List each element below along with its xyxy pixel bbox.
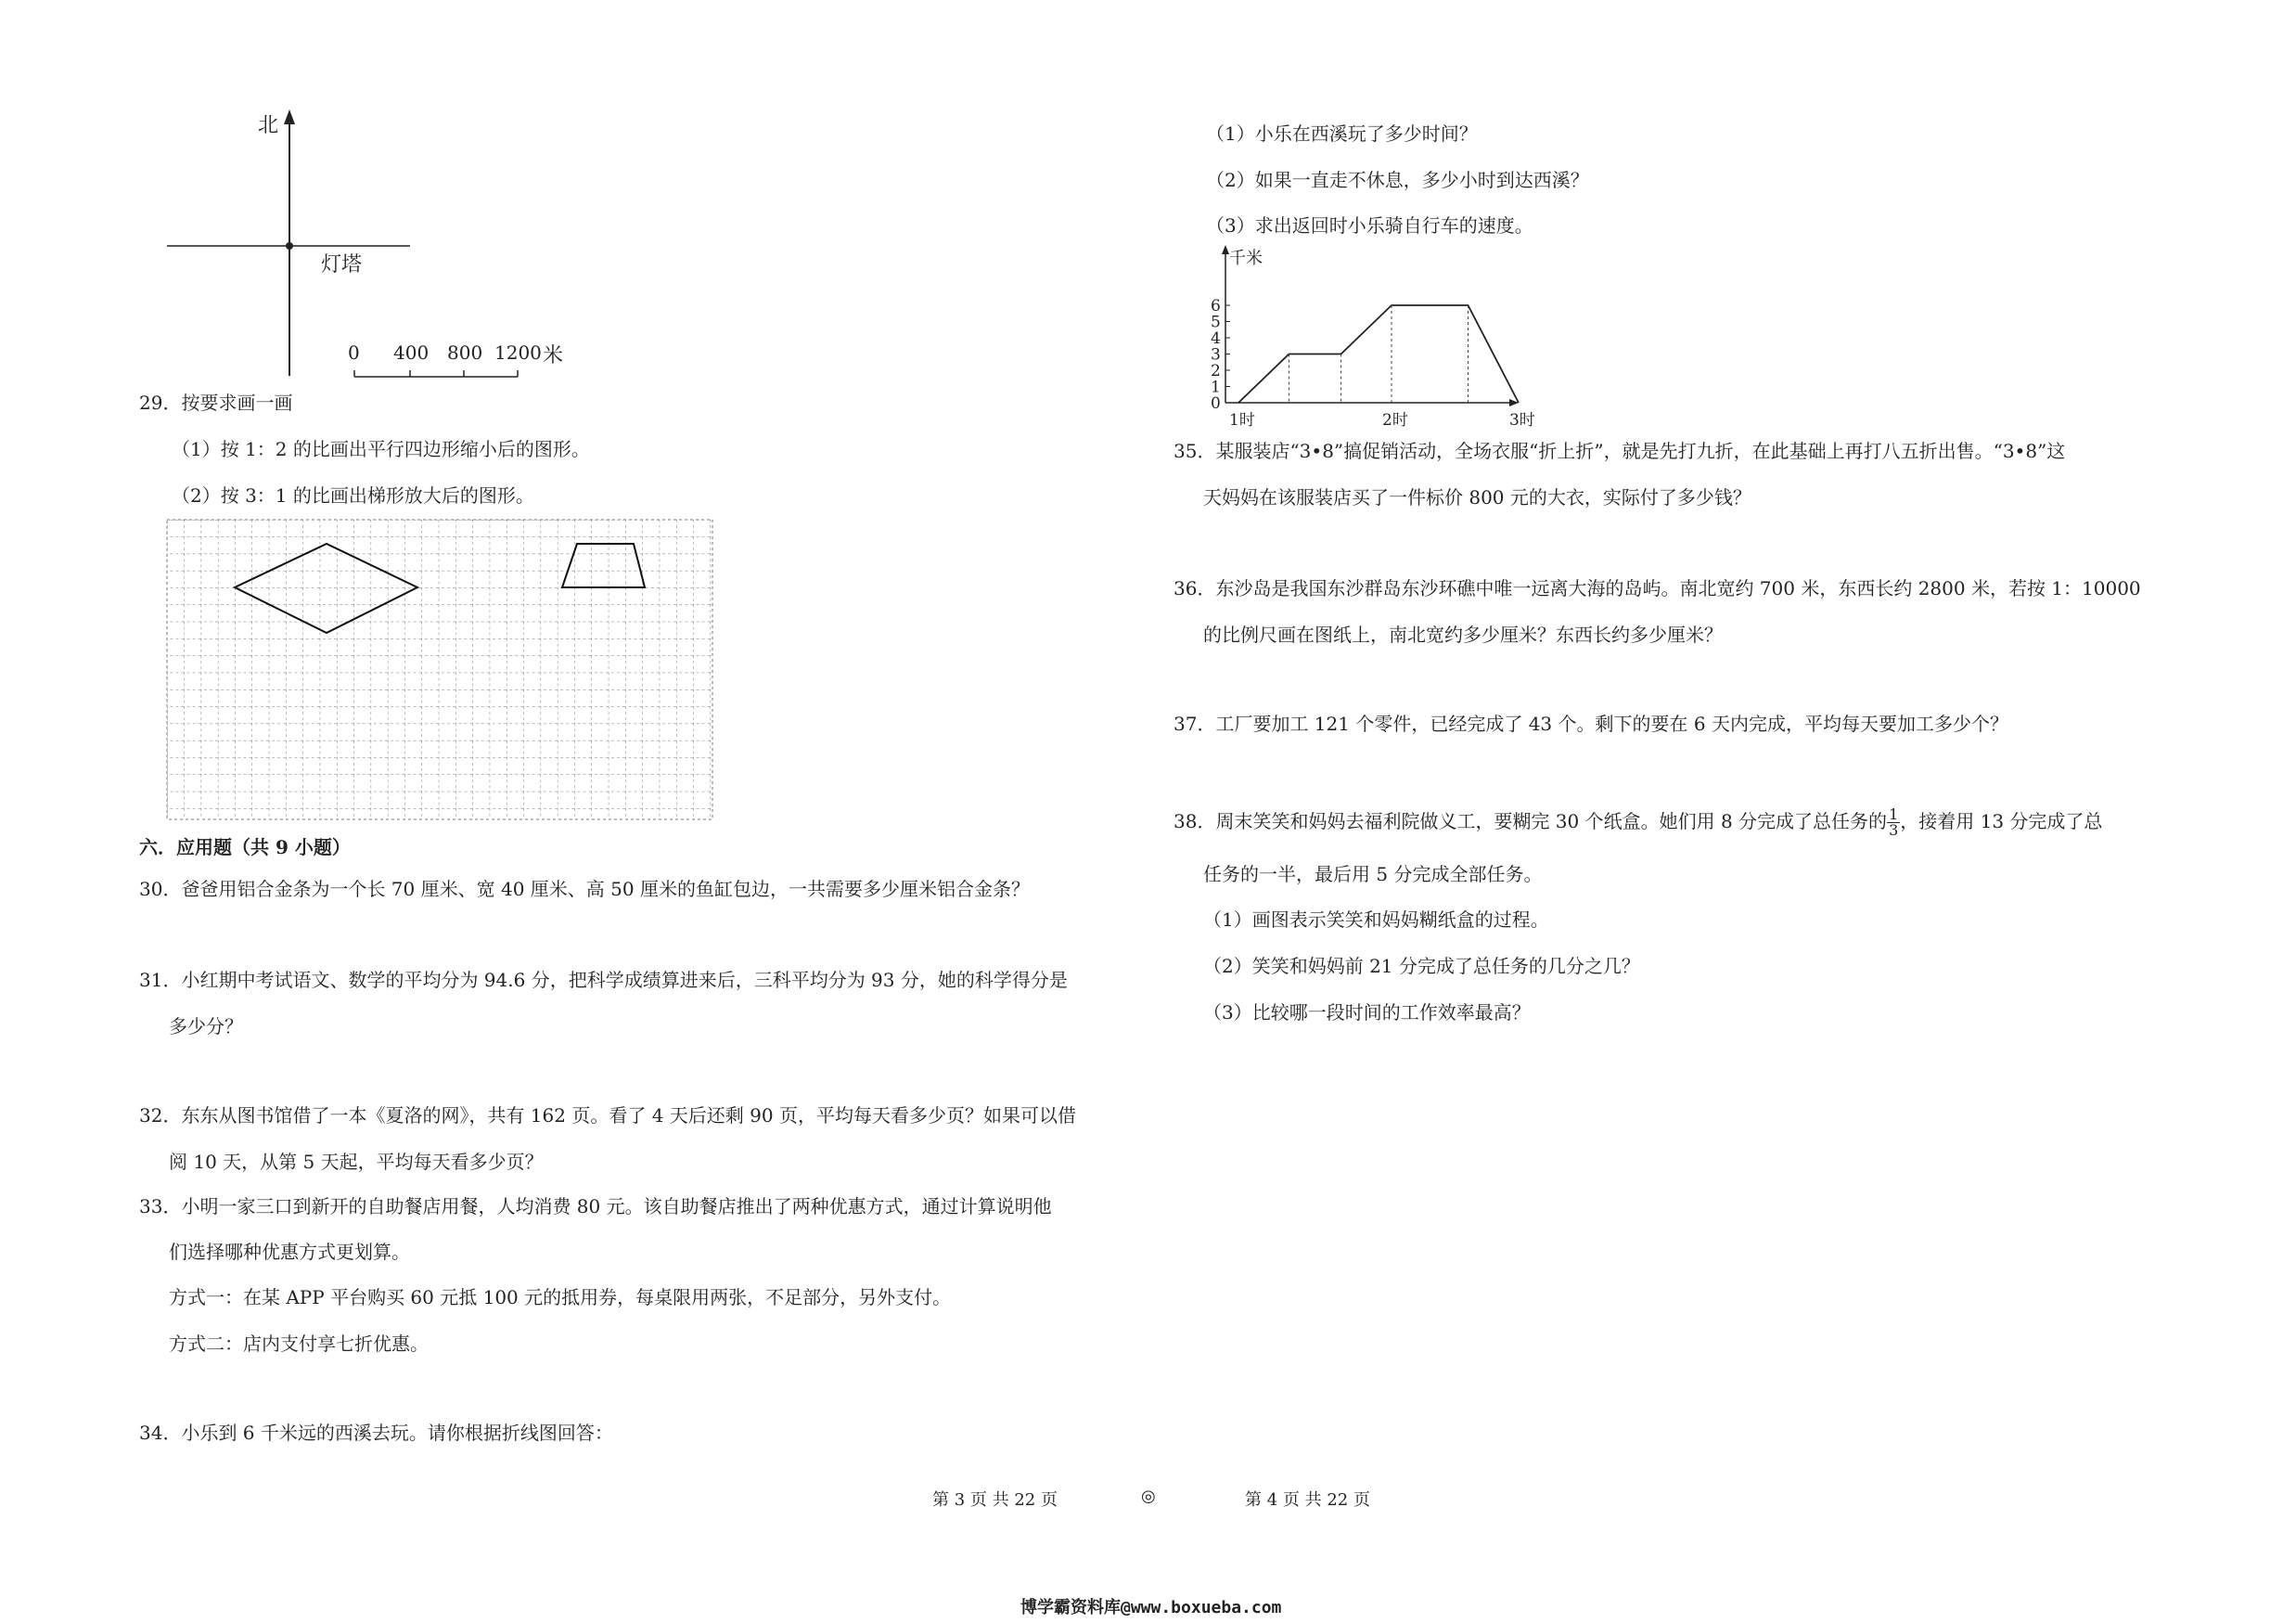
compass-diagram — [148, 102, 594, 390]
q34-sub3: （3）求出返回时小乐骑自行车的速度。 — [1206, 214, 1533, 237]
y-tick-label: 6 — [1211, 297, 1221, 316]
q36-line1: 36．东沙岛是我国东沙群岛东沙环礁中唯一远离大海的岛屿。南北宽约 700 米，东西长约 2800 米，若按 1：10000 — [1174, 577, 2141, 599]
q34-line1: 34．小乐到 6 千米远的西溪去玩。请你根据折线图回答： — [139, 1422, 613, 1444]
lighthouse-label: 灯塔 — [321, 253, 363, 277]
q33-line1: 33．小明一家三口到新开的自助餐店用餐，人均消费 80 元。该自助餐店推出了两种优惠方式，通过计算说明他 — [139, 1195, 1052, 1217]
source-watermark: 博学霸资料库@www.boxueba.com — [1020, 1598, 1282, 1617]
grid-area — [167, 520, 712, 819]
q30-line1: 30．爸爸用铝合金条为一个长 70 厘米、宽 40 厘米、高 50 厘米的鱼缸包边，一共需要多少厘米铝合金条？ — [139, 878, 1030, 900]
scale-tick-0: 0 — [348, 341, 360, 364]
y-axis-label: 千米 — [1229, 249, 1263, 268]
x-tick-label: 1时 — [1229, 411, 1255, 430]
footer-page-right: 第 4 页 共 22 页 — [1245, 1490, 1370, 1510]
q33-line2: 们选择哪种优惠方式更划算。 — [169, 1241, 410, 1263]
x-tick-label: 3时 — [1508, 411, 1535, 430]
lighthouse-point — [286, 242, 293, 250]
scale-tick-800: 800 — [447, 341, 483, 364]
q36-line2: 的比例尺画在图纸上，南北宽约多少厘米？东西长约多少厘米？ — [1203, 624, 1723, 646]
q38-line1-part-b: ，接着用 13 分完成了总 — [1900, 810, 2103, 832]
drawing-grid — [167, 520, 714, 821]
y-tick-label: 1 — [1211, 378, 1221, 397]
q29-sub2: （2）按 3：1 的比画出梯形放大后的图形。 — [172, 484, 534, 507]
q38-line1-part-a: 38．周末笑笑和妈妈去福利院做义工，要糊完 30 个纸盒。她们用 8 分完成了总任务的 — [1174, 810, 1888, 832]
fraction-denominator: 3 — [1889, 821, 1899, 839]
q38-sub2: （2）笑笑和妈妈前 21 分完成了总任务的几分之几？ — [1203, 955, 1640, 977]
q32-line1: 32．东东从图书馆借了一本《夏洛的网》，共有 162 页。看了 4 天后还剩 90 页，平均每天看多少页？如果可以借 — [139, 1104, 1076, 1127]
footer-center-symbol: ◎ — [1141, 1487, 1156, 1506]
y-axis-arrow — [1222, 245, 1229, 254]
q38-line1 — [1174, 807, 2102, 838]
q34-sub1: （1）小乐在西溪玩了多少时间？ — [1206, 122, 1478, 145]
q29-title: 29．按要求画一画 — [139, 392, 293, 414]
q34-sub2: （2）如果一直走不休息，多少小时到达西溪？ — [1206, 169, 1589, 191]
y-tick-label: 0 — [1211, 394, 1221, 413]
q31-line2: 多少分？ — [169, 1015, 243, 1037]
q38-sub3: （3）比较哪一段时间的工作效率最高？ — [1203, 1001, 1531, 1024]
north-arrow — [284, 109, 295, 124]
q38-sub1: （1）画图表示笑笑和妈妈糊纸盒的过程。 — [1203, 908, 1549, 931]
scale-tick-1200: 1200 — [494, 341, 542, 364]
fraction-numerator: 1 — [1889, 805, 1899, 823]
scale-unit: 米 — [543, 344, 564, 367]
q33-option2: 方式二：店内支付享七折优惠。 — [169, 1333, 429, 1355]
y-tick-label: 4 — [1211, 329, 1221, 348]
q35-line1: 35．某服装店“3•8”搞促销活动，全场衣服“折上折”，就是先打九折，在此基础上再打八五折出售。“3•8”这 — [1174, 440, 2066, 462]
series-line — [1238, 305, 1519, 403]
q38-line2: 任务的一半，最后用 5 分完成全部任务。 — [1203, 863, 1543, 885]
chart-svg — [1192, 243, 1535, 433]
grid-svg — [167, 520, 714, 821]
q35-line2: 天妈妈在该服装店买了一件标价 800 元的大衣，实际付了多少钱？ — [1203, 486, 1751, 509]
q32-line2: 阅 10 天，从第 5 天起，平均每天看多少页？ — [169, 1151, 544, 1173]
y-tick-label: 5 — [1211, 313, 1221, 332]
distance-time-chart — [1192, 243, 1535, 433]
footer-page-left: 第 3 页 共 22 页 — [932, 1490, 1058, 1510]
x-tick-label: 2时 — [1382, 411, 1408, 430]
q31-line1: 31．小红期中考试语文、数学的平均分为 94.6 分，把科学成绩算进来后，三科平均分为 93 分，她的科学得分是 — [139, 969, 1068, 991]
north-label: 北 — [258, 114, 279, 137]
fraction-one-third — [1887, 807, 1900, 838]
q37-line1: 37．工厂要加工 121 个零件，已经完成了 43 个。剩下的要在 6 天内完成，平均每天要加工多少个？ — [1174, 713, 2008, 735]
y-tick-label: 2 — [1211, 362, 1221, 380]
y-tick-label: 3 — [1211, 345, 1221, 365]
q29-sub1: （1）按 1：2 的比画出平行四边形缩小后的图形。 — [172, 438, 590, 460]
scale-tick-400: 400 — [393, 341, 430, 364]
section-6-title: 六．应用题（共 9 小题） — [139, 836, 351, 858]
q33-option1: 方式一：在某 APP 平台购买 60 元抵 100 元的抵用券，每桌限用两张，不足部分，另外支付。 — [169, 1286, 952, 1308]
